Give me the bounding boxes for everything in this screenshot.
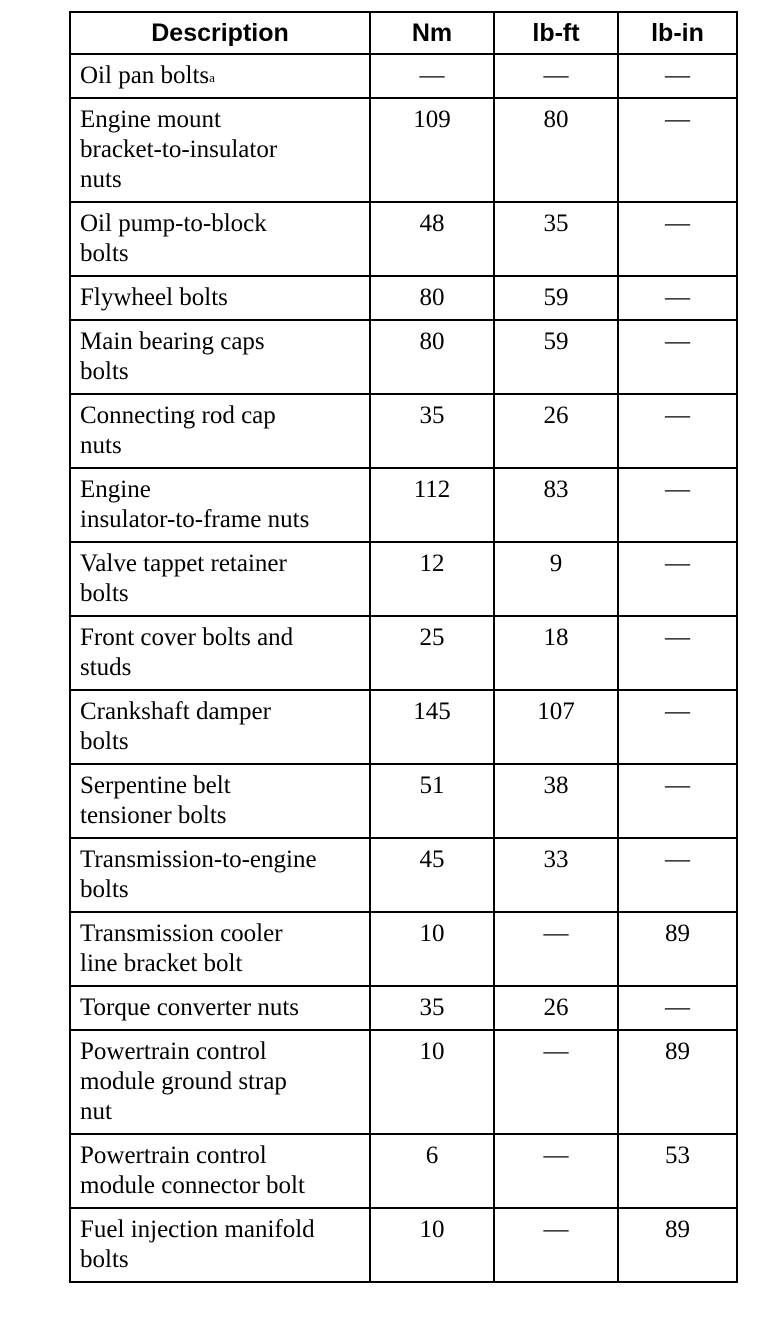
lbft-cell: 59 <box>494 320 618 394</box>
table-row <box>70 912 737 986</box>
header-description: Description <box>70 12 370 54</box>
description-cell <box>70 690 370 764</box>
lbft-cell: 33 <box>494 838 618 912</box>
description-line: bolts <box>80 728 129 755</box>
lbft-cell: — <box>494 912 618 986</box>
lbin-cell: — <box>618 542 737 616</box>
description-cell <box>70 468 370 542</box>
nm-cell: 25 <box>370 616 494 690</box>
lbin-cell: — <box>618 838 737 912</box>
lbin-cell: 89 <box>618 1030 737 1134</box>
description-line: Transmission-to-engine <box>80 846 317 873</box>
description-cell <box>70 1030 370 1134</box>
description-line: Valve tappet retainer <box>80 550 287 577</box>
nm-cell: 10 <box>370 912 494 986</box>
nm-cell: 10 <box>370 1030 494 1134</box>
lbft-cell: 38 <box>494 764 618 838</box>
description-cell <box>70 764 370 838</box>
description-line: studs <box>80 654 132 681</box>
description-line: Engine mount <box>80 106 221 133</box>
description-line: bracket-to-insulator <box>80 136 278 163</box>
description-line: Flywheel bolts <box>80 284 228 311</box>
description-line: nut <box>80 1098 112 1125</box>
lbft-cell: 59 <box>494 276 618 320</box>
description-line: bolts <box>80 358 129 385</box>
description-line: Crankshaft damper <box>80 698 271 725</box>
description-line: line bracket bolt <box>80 950 243 977</box>
table-row <box>70 98 737 202</box>
description-cell <box>70 542 370 616</box>
lbft-cell: 80 <box>494 98 618 202</box>
description-cell <box>70 616 370 690</box>
description-line: Powertrain control <box>80 1038 267 1065</box>
lbin-cell: 89 <box>618 1208 737 1282</box>
nm-cell: 6 <box>370 1134 494 1208</box>
description-cell <box>70 320 370 394</box>
lbft-cell: 18 <box>494 616 618 690</box>
table-header-row <box>70 12 737 54</box>
description-cell <box>70 394 370 468</box>
description-line: nuts <box>80 432 122 459</box>
description-cell <box>70 98 370 202</box>
lbin-cell: — <box>618 764 737 838</box>
lbin-cell: — <box>618 468 737 542</box>
description-cell <box>70 276 370 320</box>
description-line: Oil pump-to-block <box>80 210 267 237</box>
table-row <box>70 1208 737 1282</box>
table-row <box>70 1030 737 1134</box>
table-row <box>70 54 737 98</box>
table-row <box>70 764 737 838</box>
table-row <box>70 468 737 542</box>
lbin-cell: 53 <box>618 1134 737 1208</box>
nm-cell: 48 <box>370 202 494 276</box>
table-row <box>70 276 737 320</box>
nm-cell: 35 <box>370 986 494 1030</box>
table-row <box>70 1134 737 1208</box>
lbin-cell: — <box>618 690 737 764</box>
lbft-cell: — <box>494 1134 618 1208</box>
lbft-cell: 26 <box>494 986 618 1030</box>
nm-cell: — <box>370 54 494 98</box>
lbft-cell: 26 <box>494 394 618 468</box>
lbin-cell: — <box>618 320 737 394</box>
nm-cell: 145 <box>370 690 494 764</box>
nm-cell: 10 <box>370 1208 494 1282</box>
table-row <box>70 202 737 276</box>
lbin-cell: — <box>618 394 737 468</box>
description-cell <box>70 912 370 986</box>
nm-cell: 112 <box>370 468 494 542</box>
table-row <box>70 690 737 764</box>
description-cell <box>70 202 370 276</box>
nm-cell: 35 <box>370 394 494 468</box>
description-line: Powertrain control <box>80 1142 267 1169</box>
description-line: bolts <box>80 1246 129 1273</box>
lbft-cell: 9 <box>494 542 618 616</box>
description-line: Connecting rod cap <box>80 402 276 429</box>
nm-cell: 80 <box>370 320 494 394</box>
description-cell <box>70 986 370 1030</box>
nm-cell: 12 <box>370 542 494 616</box>
description-cell <box>70 838 370 912</box>
lbin-cell: — <box>618 54 737 98</box>
lbin-cell: — <box>618 202 737 276</box>
table-row <box>70 616 737 690</box>
description-line: Fuel injection manifold <box>80 1216 315 1243</box>
description-cell <box>70 1134 370 1208</box>
torque-spec-table <box>69 11 738 1283</box>
footnote-marker: a <box>209 70 215 85</box>
lbft-cell: 83 <box>494 468 618 542</box>
lbft-cell: — <box>494 1208 618 1282</box>
header-nm: Nm <box>370 12 494 54</box>
table-row <box>70 394 737 468</box>
description-line: Main bearing caps <box>80 328 265 355</box>
lbft-cell: 107 <box>494 690 618 764</box>
lbft-cell: 35 <box>494 202 618 276</box>
header-lbft: lb-ft <box>494 12 618 54</box>
description-line: Torque converter nuts <box>80 994 300 1021</box>
description-line: nuts <box>80 166 122 193</box>
table-body <box>70 54 737 1282</box>
lbin-cell: — <box>618 98 737 202</box>
nm-cell: 45 <box>370 838 494 912</box>
lbin-cell: — <box>618 276 737 320</box>
description-line: bolts <box>80 240 129 267</box>
description-line: bolts <box>80 580 129 607</box>
lbft-cell: — <box>494 1030 618 1134</box>
description-line: bolts <box>80 876 129 903</box>
table-row <box>70 986 737 1030</box>
nm-cell: 80 <box>370 276 494 320</box>
table-row <box>70 320 737 394</box>
description-cell <box>70 54 370 98</box>
description-line: Serpentine belt <box>80 772 231 799</box>
description-cell <box>70 1208 370 1282</box>
lbft-cell: — <box>494 54 618 98</box>
description-line: Transmission cooler <box>80 920 283 947</box>
lbin-cell: 89 <box>618 912 737 986</box>
nm-cell: 109 <box>370 98 494 202</box>
lbin-cell: — <box>618 986 737 1030</box>
description-line: Engine <box>80 476 151 503</box>
description-line: tensioner bolts <box>80 802 227 829</box>
nm-cell: 51 <box>370 764 494 838</box>
description-line: module connector bolt <box>80 1172 305 1199</box>
description-line: module ground strap <box>80 1068 287 1095</box>
table-row <box>70 542 737 616</box>
description-line: insulator-to-frame nuts <box>80 506 310 533</box>
description-line: Front cover bolts and <box>80 624 294 651</box>
description-line: Oil pan bolts <box>80 62 210 89</box>
table-row <box>70 838 737 912</box>
header-lbin: lb-in <box>618 12 737 54</box>
lbin-cell: — <box>618 616 737 690</box>
